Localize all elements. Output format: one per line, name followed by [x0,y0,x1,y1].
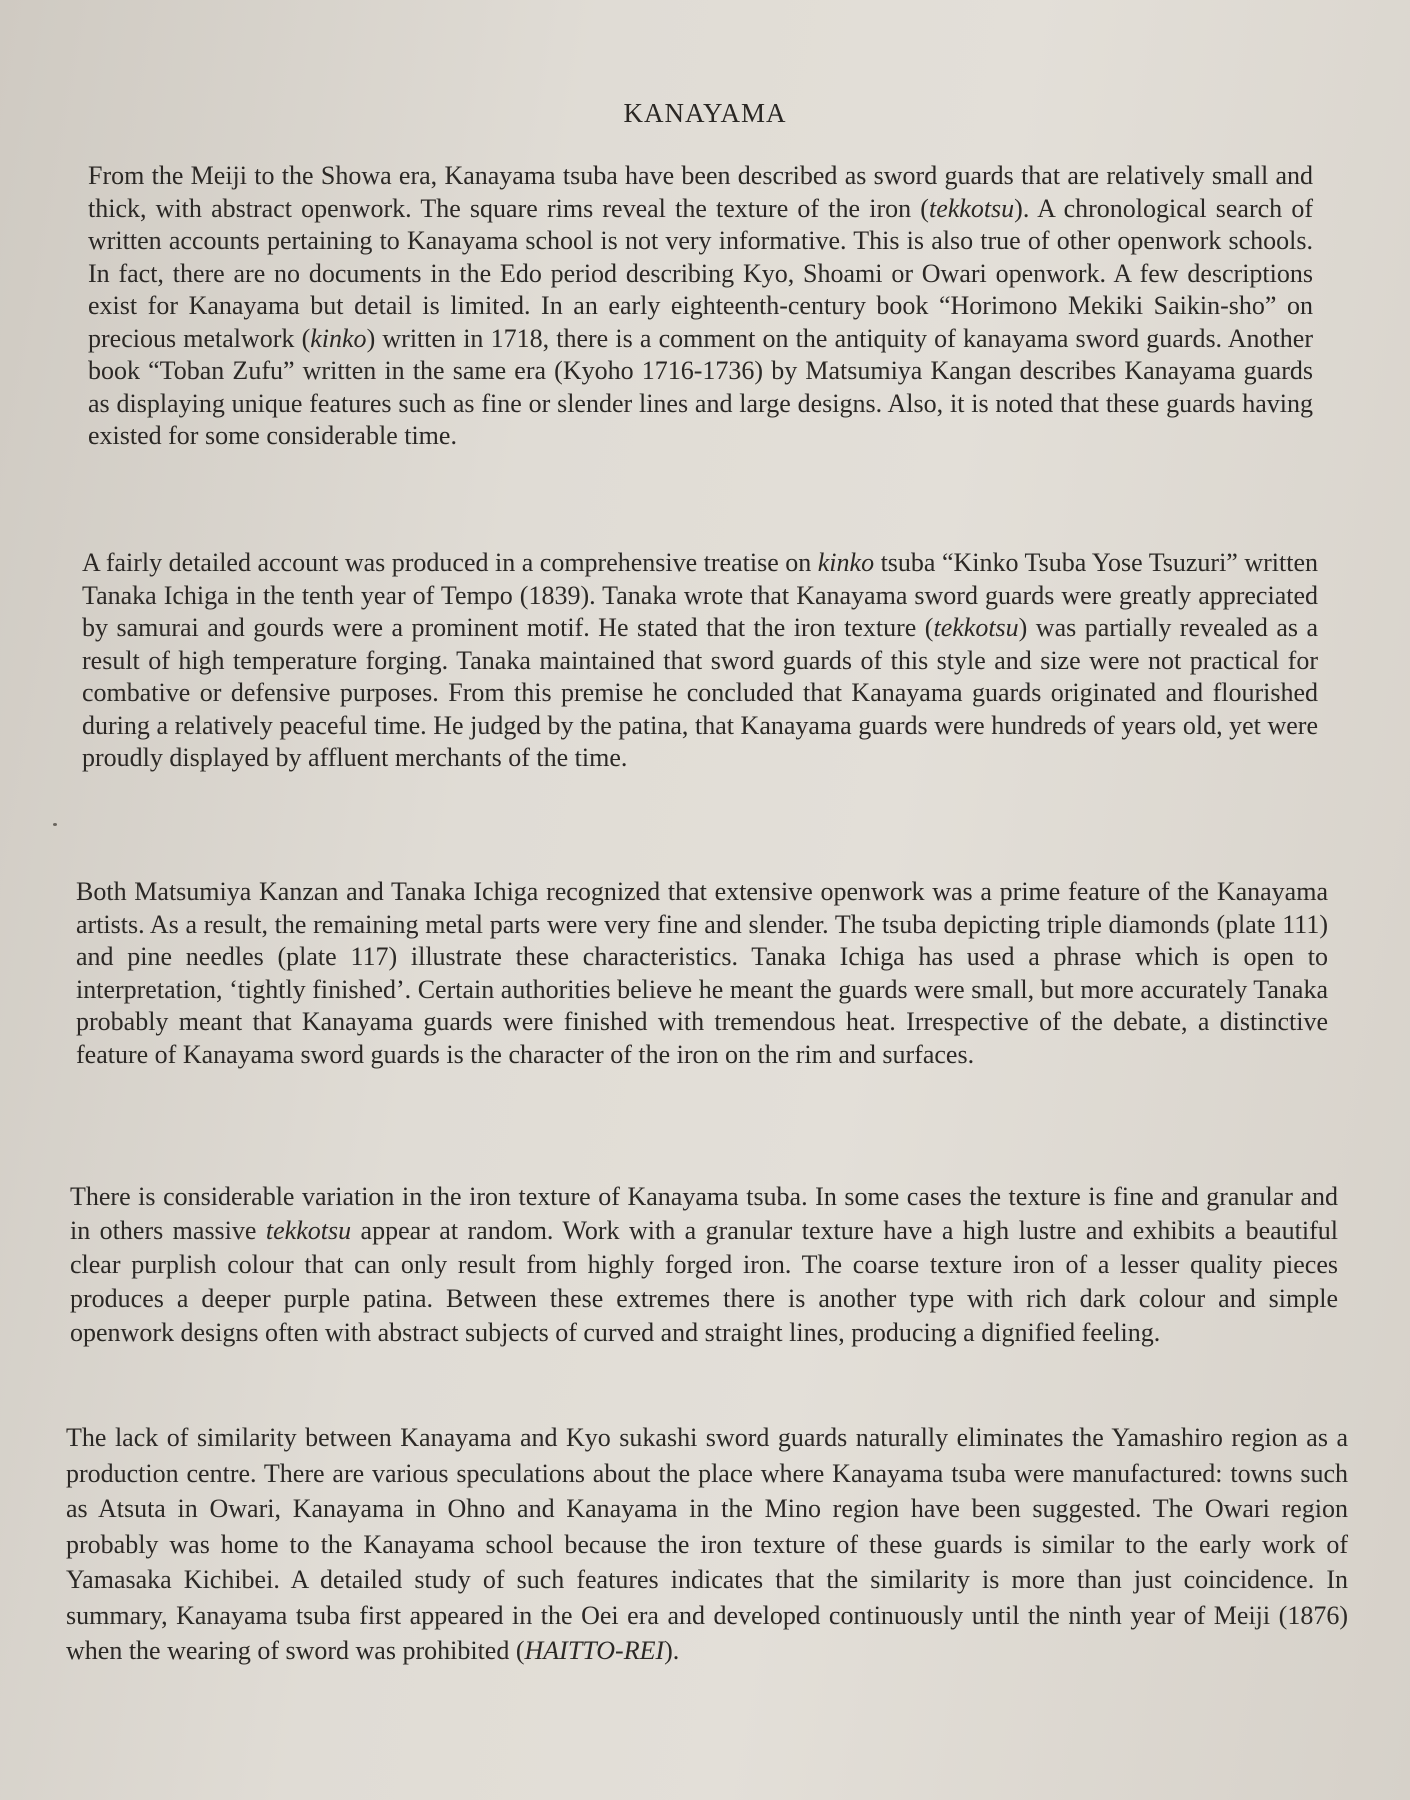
page-title: KANAYAMA [623,98,787,128]
text-run: ) written in 1718, there is a comment on the antiquity of kanayama sword guards. Another book “Toban Zufu” written in the same era (Kyoho 1716-1736) by Matsumiya Kangan describes Kanayama guards as displaying unique features such as fine or slender lines and large designs. Also, it is noted that these guards having existed for some considerable time. [88,323,1313,450]
paragraph-3 [76,876,1328,1071]
text-run: ) was partially revealed as a result of high temperature forging. Tanaka maintained that sword guards of this style and size were not practical for combative or defensive purposes. From this premise he concluded that Kanayama guards originated and flourished during a relatively peaceful time. He judged by the patina, that Kanayama guards were hundreds of years old, yet were proudly displayed by affluent merchants of the time. [82,613,1318,772]
italic-term: kinko [817,548,875,577]
text-run: From the Meiji to the Showa era, Kanayama tsuba have been described as sword guards that are relatively small and thick, with abstract openwork. The square rims reveal the texture of the iron ( [88,161,1313,223]
text-run: A fairly detailed account was produced in a comprehensive treatise on [82,548,818,577]
text-run: ). A chronological search of written accounts pertaining to Kanayama school is not very informative. This is also true of other openwork schools. In fact, there are no documents in the Edo period describing Kyo, Shoami or Owari openwork. A few descriptions exist for Kanayama but detail is limited. In an early eighteenth-century book “Horimono Mekiki Saikin-sho” on precious metalwork ( [88,193,1313,353]
text-run: appear at random. Work with a granular texture have a high lustre and exhibits a beautiful clear purplish colour that can only result from highly forged iron. The coarse texture iron of a lesser quality pieces produces a deeper purple patina. Between these extremes there is another type with rich dark colour and simple openwork designs often with abstract subjects of curved and straight lines, producing a dignified feeling. [70,1216,1339,1347]
text-run: Both Matsumiya Kanzan and Tanaka Ichiga recognized that extensive openwork was a prime feature of the Kanayama artists. As a result, the remaining metal parts were very fine and slender. The tsuba depicting triple diamonds (plate 111) and pine needles (plate 117) illustrate these characteristics. Tanaka Ichiga has used a phrase which is open to interpretation, ‘tightly finished’. Certain authorities believe he meant the guards were small, but more accurately Tanaka probably meant that Kanayama guards were finished with tremendous heat. Irrespective of the debate, a distinctive feature of Kanayama sword guards is the character of the iron on the rim and surfaces. [76,877,1328,1069]
italic-term: tekkotsu [928,193,1015,223]
italic-term: tekkotsu [933,613,1019,642]
italic-term: HAITTO-REI [524,1636,665,1665]
paragraph-1 [88,160,1313,453]
italic-term: tekkotsu [265,1216,352,1245]
text-run: tsuba “Kinko Tsuba Yose Tsuzuri” written Tanaka Ichiga in the tenth year of Tempo (1839). Tanaka wrote that Kanayama sword guards were greatly appreciated by samurai and gourds were a prominent motif. He stated that the iron texture ( [82,548,1318,642]
paragraph-2 [82,547,1318,775]
italic-term: kinko [310,323,367,353]
text-run: ). [664,1636,680,1665]
paper-speck [53,823,57,826]
paragraph-4 [70,1180,1338,1350]
text-run: There is considerable variation in the iron texture of Kanayama tsuba. In some cases the texture is fine and granular and in others massive [70,1182,1338,1245]
text-run: The lack of similarity between Kanayama and Kyo sukashi sword guards naturally eliminates the Yamashiro region as a production centre. There are various speculations about the place where Kanayama tsuba were manufactured: towns such as Atsuta in Owari, Kanayama in Ohno and Kanayama in the Mino region have been suggested. The Owari region probably was home to the Kanayama school because the iron texture of these guards is similar to the early work of Yamasaka Kichibei. A detailed study of such features indicates that the similarity is more than just coincidence. In summary, Kanayama tsuba first appeared in the Oei era and developed continuously until the ninth year of Meiji (1876) when the wearing of sword was prohibited ( [66,1423,1348,1665]
paragraph-5 [66,1420,1348,1669]
